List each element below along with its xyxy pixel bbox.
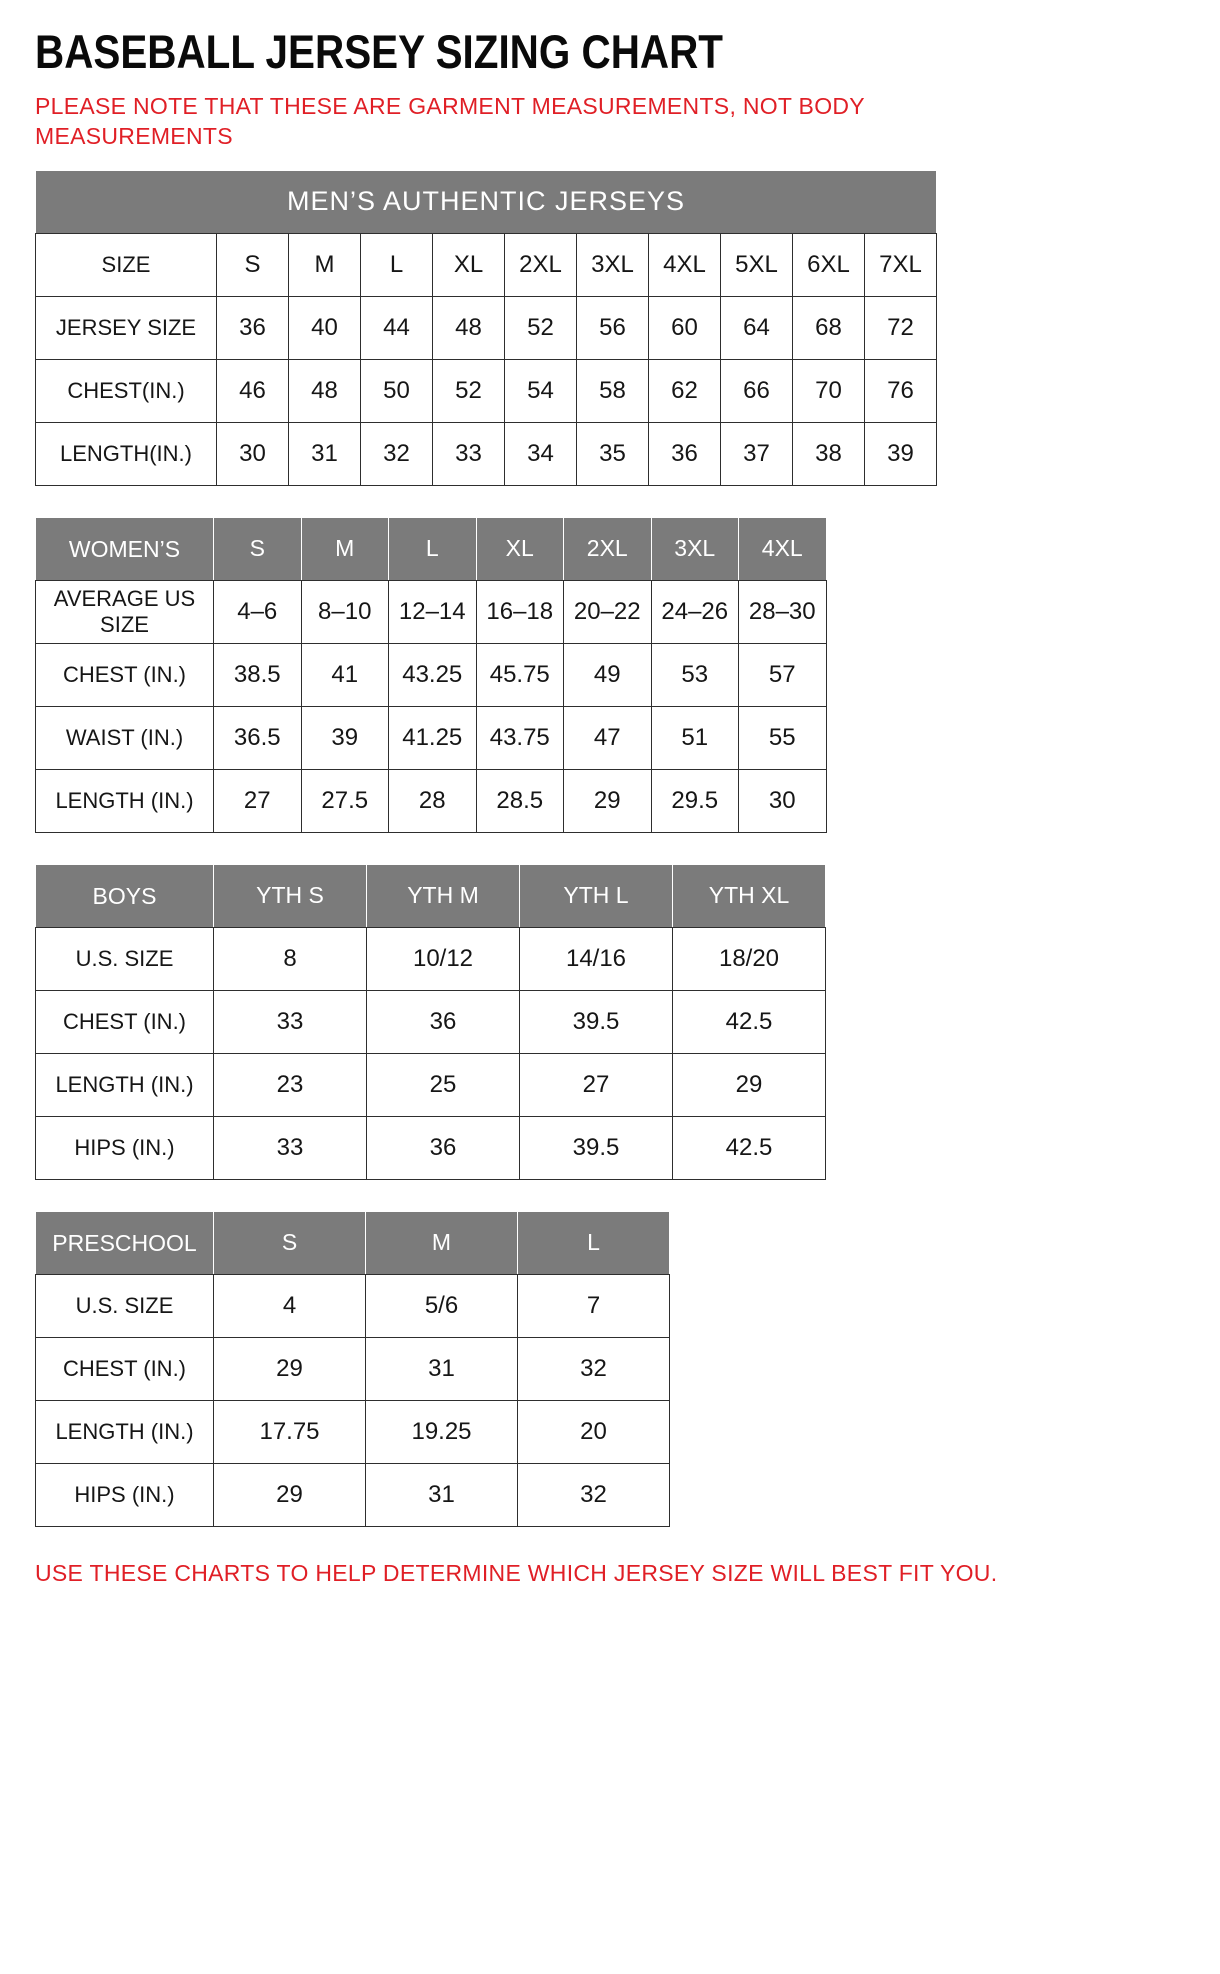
table-row [36,1274,670,1337]
size-value-cell: 30 [739,769,827,832]
size-value-cell: 48 [433,296,505,359]
size-value-cell: 18/20 [673,927,826,990]
table-row [36,422,937,485]
size-value-cell: 29 [214,1463,366,1526]
size-value-cell: 6XL [793,233,865,296]
row-label: U.S. SIZE [36,1274,214,1337]
size-column-header: YTH L [520,864,673,927]
page-title: BASEBALL JERSEY SIZING CHART [35,25,723,78]
size-value-cell: 27 [520,1053,673,1116]
banner-row [36,170,937,233]
size-value-cell: 3XL [577,233,649,296]
size-value-cell: 55 [739,706,827,769]
size-value-cell: 42.5 [673,1116,826,1179]
size-value-cell: 62 [649,359,721,422]
size-column-header: L [518,1211,670,1274]
preschool-header-label: PRESCHOOL [36,1211,214,1274]
row-label: CHEST (IN.) [36,643,214,706]
tables-container [35,170,1185,1527]
boys-sizing-table [35,864,826,1180]
size-value-cell: 39.5 [520,990,673,1053]
size-value-cell: 24–26 [651,580,739,643]
size-value-cell: 12–14 [389,580,477,643]
garment-measurements-note: PLEASE NOTE THAT THESE ARE GARMENT MEASUREMENTS, NOT BODY MEASUREMENTS [35,93,865,150]
size-value-cell: 32 [518,1463,670,1526]
size-value-cell: 32 [361,422,433,485]
size-value-cell: 29 [214,1337,366,1400]
size-value-cell: 43.25 [389,643,477,706]
row-label: CHEST (IN.) [36,1337,214,1400]
size-column-header: YTH M [367,864,520,927]
size-value-cell: 5XL [721,233,793,296]
size-value-cell: 38 [793,422,865,485]
size-value-cell: 50 [361,359,433,422]
fit-advice-note: USE THESE CHARTS TO HELP DETERMINE WHICH JERSEY SIZE WILL BEST FIT YOU. [35,1559,998,1586]
size-value-cell: 33 [433,422,505,485]
size-column-header: M [366,1211,518,1274]
size-value-cell: 31 [366,1463,518,1526]
boys-header-label: BOYS [36,864,214,927]
table-row [36,643,827,706]
header-row [36,517,827,580]
size-value-cell: 57 [739,643,827,706]
size-value-cell: 27.5 [301,769,389,832]
size-column-header: S [214,1211,366,1274]
size-value-cell: 29.5 [651,769,739,832]
size-column-header: 3XL [651,517,739,580]
womens-header-label: WOMEN’S [36,517,214,580]
row-label: LENGTH (IN.) [36,769,214,832]
womens-sizing-table [35,517,827,833]
size-column-header: 4XL [739,517,827,580]
table-row [36,1463,670,1526]
table-row [36,1116,826,1179]
table-row [36,359,937,422]
table-row [36,233,937,296]
size-value-cell: 54 [505,359,577,422]
size-value-cell: 48 [289,359,361,422]
size-value-cell: 46 [217,359,289,422]
size-value-cell: 66 [721,359,793,422]
size-value-cell: 76 [865,359,937,422]
size-column-header: S [214,517,302,580]
size-value-cell: 33 [214,990,367,1053]
size-value-cell: 36 [367,990,520,1053]
size-value-cell: 60 [649,296,721,359]
size-value-cell: 4–6 [214,580,302,643]
size-value-cell: 37 [721,422,793,485]
size-value-cell: 68 [793,296,865,359]
row-label: WAIST (IN.) [36,706,214,769]
size-value-cell: 39.5 [520,1116,673,1179]
size-value-cell: 43.75 [476,706,564,769]
size-value-cell: 56 [577,296,649,359]
size-value-cell: 53 [651,643,739,706]
table-row [36,1337,670,1400]
row-label: U.S. SIZE [36,927,214,990]
size-column-header: YTH S [214,864,367,927]
header-row [36,864,826,927]
size-value-cell: 72 [865,296,937,359]
size-value-cell: L [361,233,433,296]
size-value-cell: 25 [367,1053,520,1116]
table-row [36,1053,826,1116]
size-value-cell: 64 [721,296,793,359]
size-value-cell: 23 [214,1053,367,1116]
size-value-cell: 5/6 [366,1274,518,1337]
size-value-cell: 52 [433,359,505,422]
size-value-cell: 17.75 [214,1400,366,1463]
size-value-cell: 38.5 [214,643,302,706]
row-label: JERSEY SIZE [36,296,217,359]
size-value-cell: 29 [564,769,652,832]
row-label: CHEST (IN.) [36,990,214,1053]
size-value-cell: 49 [564,643,652,706]
size-value-cell: 40 [289,296,361,359]
table-row [36,706,827,769]
size-value-cell: 70 [793,359,865,422]
preschool-sizing-table [35,1211,670,1527]
size-value-cell: 8–10 [301,580,389,643]
size-value-cell: XL [433,233,505,296]
row-label: HIPS (IN.) [36,1116,214,1179]
size-value-cell: 28.5 [476,769,564,832]
row-label: AVERAGE US SIZE [36,580,214,643]
size-value-cell: 36 [649,422,721,485]
size-value-cell: 42.5 [673,990,826,1053]
size-value-cell: 10/12 [367,927,520,990]
table-row [36,990,826,1053]
size-value-cell: 39 [865,422,937,485]
size-value-cell: 4 [214,1274,366,1337]
table-row [36,296,937,359]
size-value-cell: 20–22 [564,580,652,643]
size-value-cell: 36 [367,1116,520,1179]
size-value-cell: 36 [217,296,289,359]
size-value-cell: 16–18 [476,580,564,643]
row-label: LENGTH (IN.) [36,1053,214,1116]
size-value-cell: 47 [564,706,652,769]
row-label: LENGTH (IN.) [36,1400,214,1463]
row-label: HIPS (IN.) [36,1463,214,1526]
size-value-cell: M [289,233,361,296]
size-value-cell: 39 [301,706,389,769]
size-column-header: XL [476,517,564,580]
size-value-cell: 20 [518,1400,670,1463]
size-column-header: M [301,517,389,580]
size-value-cell: 7XL [865,233,937,296]
table-row [36,580,827,643]
size-value-cell: S [217,233,289,296]
table-row [36,927,826,990]
size-value-cell: 28 [389,769,477,832]
size-value-cell: 28–30 [739,580,827,643]
size-value-cell: 51 [651,706,739,769]
row-label: CHEST(IN.) [36,359,217,422]
size-value-cell: 31 [366,1337,518,1400]
size-column-header: L [389,517,477,580]
size-value-cell: 58 [577,359,649,422]
size-value-cell: 31 [289,422,361,485]
header-row [36,1211,670,1274]
size-value-cell: 52 [505,296,577,359]
table-row [36,769,827,832]
size-value-cell: 41 [301,643,389,706]
size-column-header: YTH XL [673,864,826,927]
size-column-header: 2XL [564,517,652,580]
table-row [36,1400,670,1463]
size-value-cell: 27 [214,769,302,832]
row-label: SIZE [36,233,217,296]
size-value-cell: 19.25 [366,1400,518,1463]
size-value-cell: 4XL [649,233,721,296]
size-value-cell: 44 [361,296,433,359]
size-value-cell: 32 [518,1337,670,1400]
size-value-cell: 41.25 [389,706,477,769]
size-value-cell: 2XL [505,233,577,296]
mens-sizing-table [35,170,937,486]
size-value-cell: 36.5 [214,706,302,769]
size-value-cell: 30 [217,422,289,485]
size-value-cell: 29 [673,1053,826,1116]
size-value-cell: 34 [505,422,577,485]
size-value-cell: 14/16 [520,927,673,990]
size-value-cell: 35 [577,422,649,485]
mens-banner: MEN’S AUTHENTIC JERSEYS [36,170,937,233]
size-value-cell: 8 [214,927,367,990]
size-value-cell: 7 [518,1274,670,1337]
size-value-cell: 33 [214,1116,367,1179]
size-value-cell: 45.75 [476,643,564,706]
row-label: LENGTH(IN.) [36,422,217,485]
